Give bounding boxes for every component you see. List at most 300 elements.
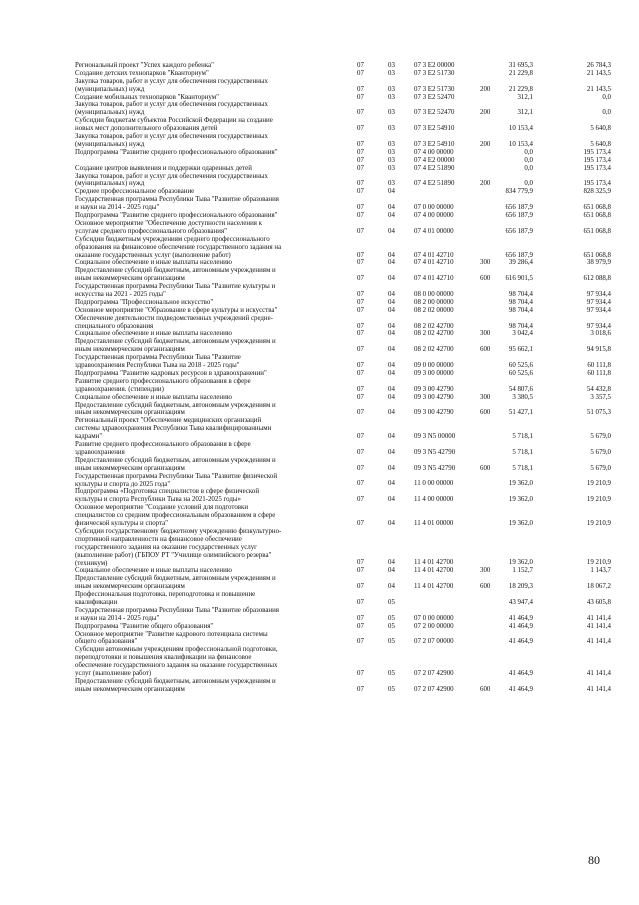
description-line: Субсидии автономным учреждениям профессиональной подготовки, — [75, 646, 278, 654]
row-description — [75, 173, 355, 189]
cell-cs: 11 4 01 42700 — [414, 583, 454, 591]
description-line: (техникум) — [75, 559, 108, 567]
cell-a2: 41 141,4 — [586, 670, 611, 678]
table-row — [0, 94, 639, 102]
description-line: (муниципальных) нужд — [75, 180, 145, 188]
row-description — [75, 165, 355, 173]
table-row — [0, 528, 639, 568]
cell-pr: 04 — [388, 204, 395, 212]
cell-a1: 41 464,9 — [508, 670, 533, 678]
table-row — [0, 62, 639, 70]
row-description — [75, 394, 355, 402]
cell-pr: 04 — [388, 409, 395, 417]
cell-pr: 04 — [388, 298, 395, 306]
cell-pr: 04 — [388, 496, 395, 504]
description-line: Предоставление субсидий бюджетным, автономным учреждениям и — [75, 338, 276, 346]
table-row — [0, 133, 639, 149]
cell-rz: 07 — [357, 204, 364, 212]
cell-a1: 43 947,4 — [508, 598, 533, 606]
table-row — [0, 220, 639, 236]
description-line: Развитие среднего профессионального образования в сфере — [75, 441, 251, 448]
description-line: иным некоммерческим организациям — [75, 346, 185, 354]
cell-pr: 04 — [388, 519, 395, 527]
cell-cs: 07 4 01 42710 — [414, 259, 454, 267]
cell-rz: 07 — [357, 227, 364, 235]
description-line: общего образования" — [75, 638, 138, 646]
cell-pr: 03 — [388, 164, 395, 172]
row-description — [75, 354, 355, 370]
cell-a1: 60 525,6 — [508, 369, 533, 377]
cell-a1: 0,0 — [524, 148, 533, 156]
row-description — [75, 378, 355, 394]
description-line: Среднее профессиональное образование — [75, 188, 195, 196]
cell-a2: 828 325,9 — [583, 188, 611, 196]
cell-rz: 07 — [357, 140, 364, 148]
table-row — [0, 117, 639, 133]
table-row — [0, 378, 639, 394]
description-line: Региональный проект "Обеспечение медицинских организаций — [75, 417, 262, 425]
cell-a1: 656 187,9 — [505, 251, 533, 259]
row-description — [75, 591, 355, 607]
cell-cs: 11 4 01 42700 — [414, 567, 454, 575]
cell-pr: 03 — [388, 140, 395, 148]
cell-cs: 08 0 00 00000 — [414, 290, 454, 298]
description-line: Подпрограмма «Подготовка специалистов в сфере физической — [75, 488, 260, 496]
table-row — [0, 417, 639, 441]
description-line: и науки на 2014 - 2025 годы" — [75, 204, 160, 212]
table-row — [0, 149, 639, 157]
description-line: Предоставление субсидий бюджетным, автономным учреждениям и — [75, 575, 276, 583]
description-line: спортивной направленности на финансовое обеспечение — [75, 535, 242, 543]
cell-rz: 07 — [357, 330, 364, 338]
cell-a2: 195 173,4 — [583, 180, 611, 188]
row-description — [75, 220, 355, 236]
cell-a1: 656 187,9 — [505, 227, 533, 235]
cell-a2: 612 088,8 — [583, 275, 611, 283]
cell-a1: 10 153,4 — [508, 125, 533, 133]
cell-rz: 07 — [357, 156, 364, 164]
table-row — [0, 157, 639, 165]
description-line: Субсидии бюджетным учреждениям среднего профессионального — [75, 235, 270, 243]
cell-cs: 07 4 E2 00000 — [414, 156, 455, 164]
cell-a2: 3 018,6 — [590, 330, 611, 338]
cell-pr: 05 — [388, 638, 395, 646]
cell-rz: 07 — [357, 362, 364, 370]
description-line: Государственная программа Республики Тыва "Развитие культуры и — [75, 283, 276, 291]
cell-pr: 04 — [388, 188, 395, 196]
cell-cs: 07 0 00 00000 — [414, 614, 454, 622]
cell-vr: 200 — [480, 140, 491, 148]
cell-rz: 07 — [357, 519, 364, 527]
description-line: Развитие среднего профессионального образования в сфере — [75, 377, 251, 385]
table-row — [0, 283, 639, 299]
description-line: квалификации — [75, 598, 118, 606]
table-row — [0, 307, 639, 315]
cell-vr: 600 — [480, 409, 491, 417]
description-line: иным некоммерческим организациям — [75, 275, 185, 283]
description-line: специалистов со средним профессиональным образованием в сфере — [75, 512, 276, 520]
table-row — [0, 488, 639, 504]
cell-cs: 07 3 E2 52470 — [414, 93, 455, 101]
cell-rz: 07 — [357, 93, 364, 101]
cell-vr: 600 — [480, 685, 491, 693]
description-line: (муниципальных) нужд — [75, 140, 145, 148]
row-description — [75, 330, 355, 338]
cell-a1: 19 362,0 — [508, 496, 533, 504]
cell-a1: 616 901,5 — [505, 275, 533, 283]
row-description — [75, 631, 355, 647]
cell-vr: 600 — [480, 346, 491, 354]
cell-rz: 07 — [357, 180, 364, 188]
description-line: специального образования — [75, 322, 154, 330]
description-line: кадрами" — [75, 433, 103, 441]
cell-a2: 5 640,8 — [590, 125, 611, 133]
cell-pr: 03 — [388, 125, 395, 133]
cell-a2: 38 979,9 — [586, 259, 611, 267]
description-line: услуг (выполнение работ) — [75, 670, 152, 678]
cell-cs: 07 4 E2 51890 — [414, 164, 455, 172]
cell-cs: 08 2 02 00000 — [414, 306, 454, 314]
description-line: Подпрограмма "Развитие общего образования" — [75, 622, 214, 630]
description-line: Социальное обеспечение и иные выплаты населению — [75, 259, 232, 267]
cell-a1: 0,0 — [524, 156, 533, 164]
cell-cs: 07 4 01 00000 — [414, 227, 454, 235]
description-line: Предоставление субсидий бюджетным, автономным учреждениям и — [75, 677, 276, 685]
row-description — [75, 196, 355, 212]
cell-rz: 07 — [357, 567, 364, 575]
cell-pr: 05 — [388, 598, 395, 606]
cell-a2: 651 068,8 — [583, 227, 611, 235]
cell-pr: 04 — [388, 362, 395, 370]
description-line: Предоставление субсидий бюджетным, автономным учреждениям и — [75, 267, 276, 275]
row-description — [75, 259, 355, 267]
cell-cs: 11 4 01 42700 — [414, 559, 454, 567]
description-line: искусства на 2021 - 2025 годы" — [75, 290, 166, 298]
description-line: иным некоммерческим организациям — [75, 685, 185, 693]
cell-a1: 0,0 — [524, 180, 533, 188]
description-line: иным некоммерческим организациям — [75, 464, 185, 472]
row-description — [75, 307, 355, 315]
description-line: здравоохранения. (стипендии) — [75, 385, 164, 393]
cell-a1: 98 704,4 — [508, 322, 533, 330]
cell-pr: 03 — [388, 69, 395, 77]
cell-cs: 11 0 00 00000 — [414, 480, 454, 488]
cell-cs: 07 3 E2 00000 — [414, 62, 455, 69]
description-line: Субсидии бюджетам субъектов Российской Федерации на создание — [75, 117, 273, 125]
cell-vr: 300 — [480, 567, 491, 575]
cell-cs: 07 0 00 00000 — [414, 204, 454, 212]
cell-a2: 18 067,2 — [586, 583, 611, 591]
cell-cs: 07 4 01 42710 — [414, 251, 454, 259]
row-description — [75, 299, 355, 307]
cell-rz: 07 — [357, 148, 364, 156]
description-line: оказание государственных услуг (выполнение работ) — [75, 251, 231, 259]
cell-pr: 04 — [388, 227, 395, 235]
cell-a1: 19 362,0 — [508, 519, 533, 527]
row-description — [75, 417, 355, 441]
cell-a1: 0,0 — [524, 164, 533, 172]
cell-rz: 07 — [357, 583, 364, 591]
table-row — [0, 678, 639, 694]
cell-a2: 21 143,5 — [586, 69, 611, 77]
description-line: Государственная программа Республики Тыва "Развитие физической — [75, 472, 278, 480]
cell-a1: 5 718,1 — [512, 433, 533, 441]
row-description — [75, 94, 355, 102]
row-description — [75, 504, 355, 528]
cell-a2: 195 173,4 — [583, 148, 611, 156]
cell-a2: 60 111,8 — [587, 362, 611, 370]
cell-a1: 312,1 — [517, 93, 533, 101]
description-line: Государственная программа Республики Тыва "Развитие образования — [75, 196, 279, 204]
cell-pr: 05 — [388, 614, 395, 622]
cell-cs: 09 3 00 42790 — [414, 409, 454, 417]
cell-a1: 18 209,3 — [508, 583, 533, 591]
cell-a1: 95 662,1 — [508, 346, 533, 354]
cell-pr: 04 — [388, 322, 395, 330]
cell-pr: 04 — [388, 346, 395, 354]
cell-rz: 07 — [357, 259, 364, 267]
cell-a2: 195 173,4 — [583, 164, 611, 172]
description-line: Подпрограмма "Развитие кадровых ресурсов в здравоохранении" — [75, 369, 267, 377]
cell-a2: 97 934,4 — [586, 290, 611, 298]
cell-vr: 300 — [480, 330, 491, 338]
cell-rz: 07 — [357, 385, 364, 393]
description-line: (выполнение работ) (ГБПОУ РТ "Училище олимпийского резерва" — [75, 551, 272, 559]
cell-rz: 07 — [357, 346, 364, 354]
description-line: Создание детских технопарков "Кванториум" — [75, 69, 209, 77]
table-row — [0, 101, 639, 117]
cell-cs: 08 2 00 00000 — [414, 298, 454, 306]
cell-pr: 04 — [388, 393, 395, 401]
table-row — [0, 370, 639, 378]
description-line: новых мест дополнительного образования детей — [75, 125, 218, 133]
row-description — [75, 338, 355, 354]
cell-a2: 41 141,4 — [586, 622, 611, 630]
cell-a2: 19 210,9 — [586, 480, 611, 488]
cell-pr: 05 — [388, 685, 395, 693]
cell-a2: 19 210,9 — [586, 496, 611, 504]
description-line: Создание центров выявления и поддержки одаренных детей — [75, 164, 252, 172]
cell-pr: 04 — [388, 448, 395, 456]
cell-vr: 600 — [480, 464, 491, 472]
cell-pr: 05 — [388, 670, 395, 678]
cell-a1: 656 187,9 — [505, 204, 533, 212]
cell-a2: 651 068,8 — [583, 212, 611, 220]
table-row — [0, 473, 639, 489]
row-description — [75, 575, 355, 591]
cell-a1: 41 464,9 — [508, 614, 533, 622]
table-row — [0, 212, 639, 220]
row-description — [75, 70, 355, 78]
table-row — [0, 402, 639, 418]
table-row — [0, 236, 639, 260]
cell-a1: 21 229,8 — [508, 69, 533, 77]
cell-pr: 04 — [388, 433, 395, 441]
cell-rz: 07 — [357, 298, 364, 306]
cell-rz: 07 — [357, 69, 364, 77]
cell-pr: 04 — [388, 290, 395, 298]
cell-rz: 07 — [357, 464, 364, 472]
cell-vr: 300 — [480, 259, 491, 267]
cell-rz: 07 — [357, 685, 364, 693]
description-line: Социальное обеспечение и иные выплаты населению — [75, 393, 232, 401]
cell-rz: 07 — [357, 275, 364, 283]
cell-a1: 19 362,0 — [508, 559, 533, 567]
cell-a1: 98 704,4 — [508, 298, 533, 306]
cell-a1: 54 807,6 — [508, 385, 533, 393]
row-description — [75, 528, 355, 568]
description-line: (муниципальных) нужд — [75, 85, 145, 93]
cell-rz: 07 — [357, 598, 364, 606]
description-line: Государственная программа Республики Тыва "Развитие — [75, 354, 241, 362]
row-description — [75, 149, 355, 157]
row-description — [75, 567, 355, 575]
description-line: культуры и спорта Республики Тыва на 2021-2025 годы» — [75, 496, 241, 504]
cell-pr: 04 — [388, 306, 395, 314]
cell-a1: 3 380,5 — [512, 393, 533, 401]
description-line: Предоставление субсидий бюджетным, автономным учреждениям и — [75, 456, 276, 464]
table-row — [0, 394, 639, 402]
cell-pr: 04 — [388, 385, 395, 393]
cell-rz: 07 — [357, 638, 364, 646]
cell-pr: 04 — [388, 464, 395, 472]
cell-a2: 0,0 — [602, 109, 611, 117]
table-row — [0, 591, 639, 607]
cell-a2: 41 141,4 — [586, 638, 611, 646]
table-row — [0, 567, 639, 575]
table-row — [0, 354, 639, 370]
description-line: Подпрограмма "Развитие среднего профессионального образования" — [75, 148, 278, 156]
cell-rz: 07 — [357, 622, 364, 630]
description-line: Подпрограмма "Профессиональное искусство" — [75, 298, 214, 306]
cell-pr: 03 — [388, 156, 395, 164]
description-line: Закупка товаров, работ и услуг для обеспечения государственных — [75, 101, 268, 109]
cell-a2: 97 934,4 — [586, 298, 611, 306]
cell-rz: 07 — [357, 62, 364, 69]
row-description — [75, 402, 355, 418]
cell-rz: 07 — [357, 409, 364, 417]
cell-a2: 5 679,0 — [590, 448, 611, 456]
cell-a1: 312,1 — [517, 109, 533, 117]
cell-cs: 07 3 E2 54910 — [414, 140, 455, 148]
page-number: 80 — [588, 853, 600, 867]
table-row — [0, 441, 639, 457]
cell-a2: 97 934,4 — [586, 322, 611, 330]
table-row — [0, 457, 639, 473]
table-row — [0, 196, 639, 212]
cell-rz: 07 — [357, 164, 364, 172]
description-line: переподготовки и повышения квалификации на финансовое — [75, 654, 252, 662]
cell-pr: 04 — [388, 212, 395, 220]
cell-rz: 07 — [357, 188, 364, 196]
description-line: Закупка товаров, работ и услуг для обеспечения государственных — [75, 133, 268, 141]
cell-a1: 834 779,9 — [505, 188, 533, 196]
description-line: здравоохранения — [75, 448, 125, 456]
cell-pr: 03 — [388, 85, 395, 93]
cell-rz: 07 — [357, 448, 364, 456]
cell-a1: 5 718,1 — [512, 464, 533, 472]
description-line: иным некоммерческим организациям — [75, 409, 185, 417]
cell-a1: 10 153,4 — [508, 140, 533, 148]
cell-pr: 04 — [388, 559, 395, 567]
description-line: Государственная программа Республики Тыва "Развитие образования — [75, 606, 279, 614]
cell-rz: 07 — [357, 251, 364, 259]
cell-cs: 09 3 00 00000 — [414, 369, 454, 377]
table-row — [0, 188, 639, 196]
description-line: Социальное обеспечение и иные выплаты населению — [75, 330, 232, 338]
cell-a1: 51 427,1 — [508, 409, 533, 417]
description-line: услугам среднего профессионального образования" — [75, 227, 227, 235]
cell-a1: 41 464,9 — [508, 685, 533, 693]
cell-cs: 07 2 07 00000 — [414, 638, 454, 646]
cell-rz: 07 — [357, 290, 364, 298]
cell-a2: 5 679,0 — [590, 464, 611, 472]
row-description — [75, 62, 355, 70]
cell-a2: 21 143,5 — [586, 85, 611, 93]
cell-cs: 07 4 00 00000 — [414, 148, 454, 156]
table-row — [0, 165, 639, 173]
table-row — [0, 330, 639, 338]
cell-a1: 98 704,4 — [508, 290, 533, 298]
cell-a2: 651 068,8 — [583, 204, 611, 212]
cell-cs: 07 4 01 42710 — [414, 275, 454, 283]
description-line: здравоохранения Республики Тыва на 2018 - 2025 годы" — [75, 362, 240, 370]
cell-a2: 5 640,8 — [590, 140, 611, 148]
table-row — [0, 575, 639, 591]
cell-cs: 11 4 00 00000 — [414, 496, 454, 504]
cell-a1: 1 152,7 — [512, 567, 533, 575]
cell-pr: 04 — [388, 259, 395, 267]
description-line: (муниципальных) нужд — [75, 109, 145, 117]
description-line: Основное мероприятие "Создание условий для подготовки — [75, 504, 249, 512]
cell-rz: 07 — [357, 369, 364, 377]
description-line: Основное мероприятие "Образование в сфере культуры и искусства" — [75, 306, 278, 314]
row-description — [75, 441, 355, 457]
table-row — [0, 267, 639, 283]
cell-vr: 200 — [480, 180, 491, 188]
cell-rz: 07 — [357, 480, 364, 488]
row-description — [75, 267, 355, 283]
cell-vr: 200 — [480, 85, 491, 93]
cell-vr: 600 — [480, 275, 491, 283]
description-line: Закупка товаров, работ и услуг для обеспечения государственных — [75, 77, 268, 85]
table-row — [0, 173, 639, 189]
description-line: Закупка товаров, работ и услуг для обеспечения государственных — [75, 172, 268, 180]
table-row — [0, 338, 639, 354]
table-row — [0, 504, 639, 528]
cell-rz: 07 — [357, 85, 364, 93]
row-description — [75, 315, 355, 331]
description-line: и науки на 2014 - 2025 годы" — [75, 614, 160, 622]
cell-cs: 07 3 E2 51730 — [414, 69, 455, 77]
cell-a1: 39 286,4 — [508, 259, 533, 267]
cell-pr: 04 — [388, 369, 395, 377]
cell-rz: 07 — [357, 393, 364, 401]
cell-a1: 21 229,8 — [508, 85, 533, 93]
cell-a1: 5 718,1 — [512, 448, 533, 456]
row-description — [75, 133, 355, 149]
description-line: Профессиональная подготовка, переподготовка и повышение — [75, 591, 256, 599]
cell-rz: 07 — [357, 212, 364, 220]
cell-cs: 09 3 N5 00000 — [414, 433, 456, 441]
cell-a2: 97 934,4 — [586, 306, 611, 314]
cell-pr: 04 — [388, 251, 395, 259]
cell-cs: 09 3 N5 42790 — [414, 464, 456, 472]
cell-a2: 60 111,8 — [587, 369, 611, 377]
description-line: государственного задания на оказание государственных услуг — [75, 543, 257, 551]
description-line: Предоставление субсидий бюджетным, автономным учреждениям и — [75, 401, 276, 409]
description-line: культуры и спорта до 2025 года" — [75, 480, 171, 488]
